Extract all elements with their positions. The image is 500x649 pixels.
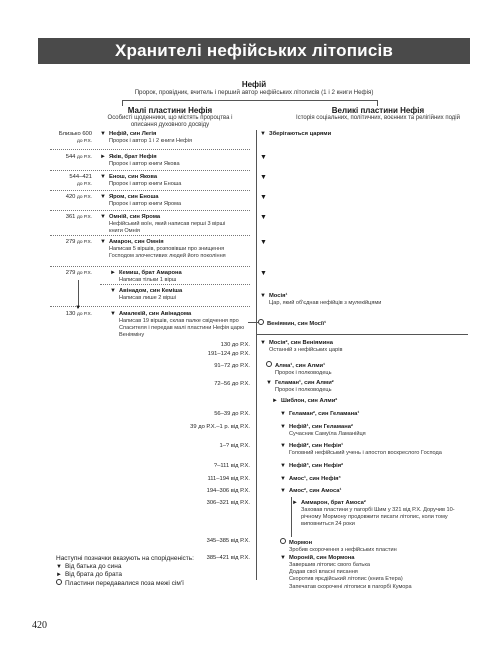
keeper-alma-1: Алма¹, син Алми¹ Пророк і полководець xyxy=(266,361,456,377)
father-son-marker: ▼ xyxy=(100,131,106,137)
row-separator xyxy=(100,284,250,285)
date-label: ?–111 від Р.Х. xyxy=(213,463,250,469)
keeper-shiblon: ► Шиблон, син Алми² xyxy=(272,398,338,404)
continuation-marker: ▼ xyxy=(260,174,267,181)
father-son-marker: ▼ xyxy=(110,288,116,294)
date-label: 279 до Р.Х. xyxy=(65,239,92,245)
row-separator xyxy=(50,210,250,211)
date-label: 130 до Р.Х. xyxy=(220,342,250,348)
transfer-connector xyxy=(248,322,258,323)
nephi-header xyxy=(38,80,470,96)
date-label: 544 до Р.Х. xyxy=(65,154,92,160)
small-plates-desc: Особисті щоденники, що містять пророцтва і описання духовного досвіду xyxy=(107,115,233,129)
keeper-enos: ▼ Енош, син Якова Пророк і автор книги Еноша xyxy=(100,174,182,187)
legend-item: Пластини передавалися поза межі сім'ї xyxy=(56,579,206,588)
father-son-marker: ▼ xyxy=(280,443,286,449)
legend xyxy=(56,555,206,588)
father-son-marker: ▼ xyxy=(280,463,286,469)
large-plates-desc: Історія соціальних, політичних, воєнних та релігійних подій xyxy=(296,115,460,121)
row-separator xyxy=(50,170,250,171)
date-label: 361 до Р.Х. xyxy=(65,214,92,220)
father-son-marker: ▼ xyxy=(110,311,116,317)
keeper-amos-1: ▼ Амос¹, син Нефія³ xyxy=(280,476,341,482)
date-label: 130 до Р.Х. xyxy=(65,311,92,317)
father-son-marker: ▼ xyxy=(56,564,62,570)
keeper-helaman-2: ▼ Геламан², син Геламана¹ xyxy=(280,411,360,417)
row-separator xyxy=(50,190,250,191)
keeper-chemish: ► Кемиш, брат Амарона Написав тільки 1 вірш xyxy=(110,270,182,283)
father-son-marker: ▼ xyxy=(280,476,286,482)
date-label: 1–? від Р.Х. xyxy=(219,443,250,449)
father-son-marker: ▼ xyxy=(100,194,106,200)
date-label: 385–421 від Р.Х. xyxy=(206,555,250,561)
keeper-mormon: Мормон Зробив скорочення з нефійських пластин xyxy=(280,538,460,554)
date-label: 279 до Р.Х. xyxy=(65,270,92,276)
brother-marker: ► xyxy=(100,154,106,160)
father-son-marker: ▼ xyxy=(280,555,286,561)
father-son-marker: ▼ xyxy=(280,488,286,494)
date-label: 56–39 до Р.Х. xyxy=(214,411,250,417)
keeper-mosiah-2: ▼ Мосія², син Веніямина Останній з нефійських царів xyxy=(260,340,343,353)
father-son-marker: ▼ xyxy=(100,174,106,180)
date-label: 39 до Р.Х.–1 р. від Р.Х. xyxy=(190,424,250,430)
page-title: Хранителі нефійських літописів xyxy=(38,38,470,64)
keeper-nephi-3: ▼ Нефій³, син Нефія² xyxy=(280,463,344,469)
continuation-marker: ▼ xyxy=(260,214,267,221)
outside-family-marker xyxy=(280,538,286,544)
keeper-nephi-1: ▼ Нефій¹, син Геламана² Сучасник Самуїла Ламанійця xyxy=(280,424,366,437)
keeper-amaron: ▼ Амарон, син Омнія Написав 5 віршів, розповівши про знищення Господом злочестивих людей його покоління xyxy=(100,239,226,260)
nephi-desc: Пророк, провідник, вчитель і перший автор нефійських літописів (1 і 2 книги Нефія) xyxy=(134,89,374,96)
date-label: Близько 600 до Р.Х. xyxy=(58,131,92,144)
small-plates-header xyxy=(95,106,245,130)
keeper-moroni: ▼ Мороній, син Мормона Завершив літопис свого батька Додав свої власні писання Скоротив ярєдійський літопис (книга Етера) Запечатав скорочені літописи в пагорбі Кумора xyxy=(280,555,412,590)
small-plates-title: Малі пластини Нефія xyxy=(127,106,213,115)
father-son-marker: ▼ xyxy=(266,380,272,386)
center-divider xyxy=(256,130,257,580)
page-number: 420 xyxy=(32,620,47,631)
header-divider xyxy=(122,100,377,101)
keeper-amos-2: ▼ Амос², син Амоса¹ xyxy=(280,488,342,494)
keeper-jarom: ▼ Яром, син Еноша Пророк і автор книги Ярома xyxy=(100,194,182,207)
timeline-arrow xyxy=(78,280,79,308)
legend-intro: Наступні позначки вказують на спорідненість: xyxy=(56,555,194,562)
brother-marker: ► xyxy=(292,500,298,506)
large-plates-title: Великі пластини Нефія xyxy=(331,106,425,115)
continuation-marker: ▼ xyxy=(260,239,267,246)
keeper-omni: ▼ Омній, син Ярома Нефійський воїн, який написав перші 3 вірші книги Омнія xyxy=(100,214,226,235)
date-label: 72–56 до Р.Х. xyxy=(214,381,250,387)
date-label: 544–421 до Р.Х. xyxy=(69,174,92,187)
date-label: 420 до Р.Х. xyxy=(65,194,92,200)
brother-marker: ► xyxy=(272,398,278,404)
father-son-marker: ▼ xyxy=(260,293,266,299)
date-label: 191–124 до Р.Х. xyxy=(207,351,250,357)
keeper-amaleki: ▼ Амалекій, син Авінадома Написав 19 віршів, склав палке свідчення про Спасителя і передав малі пластини Нефія царю Веніяміну xyxy=(110,311,245,339)
outside-family-marker xyxy=(56,579,62,585)
kings-keep: ▼ Зберігаються царями xyxy=(260,131,332,137)
keeper-mosiah-1: ▼ Мосія¹ Цар, який об'єднав нефійців з мулекійцями xyxy=(260,293,382,306)
row-separator xyxy=(50,266,250,267)
continuation-marker: ▼ xyxy=(260,194,267,201)
legend-item: ▼ Від батька до сина xyxy=(56,563,122,570)
father-son-marker: ▼ xyxy=(100,214,106,220)
continuation-marker: ▼ xyxy=(260,154,267,161)
arrow-head-icon: ▼ xyxy=(75,305,81,311)
brother-marker: ► xyxy=(110,270,116,276)
row-separator xyxy=(50,235,250,236)
keeper-ammaron: ► Аммарон, брат Амоса² Заховав пластини у пагорбі Шим у 321 від Р.Х. Доручив 10-річному Мормону продовжити писати літопис, коли тому виповниться 24 роки xyxy=(292,500,455,528)
date-label: 91–72 до Р.Х. xyxy=(214,363,250,369)
brother-marker: ► xyxy=(56,572,62,578)
father-son-marker: ▼ xyxy=(280,424,286,430)
keeper-benjamin: Веніямин, син Мосії¹ xyxy=(258,319,458,328)
father-son-marker: ▼ xyxy=(260,131,266,137)
date-label: 194–306 від Р.Х. xyxy=(206,488,250,494)
date-label: 345–385 від Р.Х. xyxy=(206,538,250,544)
father-son-marker: ▼ xyxy=(260,340,266,346)
father-son-marker: ▼ xyxy=(280,411,286,417)
row-separator xyxy=(50,149,250,150)
keeper-helaman-1: ▼ Геламан¹, син Алми² Пророк і полководець xyxy=(266,380,334,393)
legend-item: ► Від брата до брата xyxy=(56,571,123,578)
date-label: 306–321 від Р.Х. xyxy=(206,500,250,506)
date-label: 111–194 від Р.Х. xyxy=(207,476,250,482)
keeper-jacob: ► Яків, брат Нефія Пророк і автор книги Якова xyxy=(100,154,180,167)
keeper-abinadom: ▼ Авінадом, син Кеміша Написав лише 2 вірші xyxy=(110,288,183,301)
section-divider xyxy=(256,334,468,335)
outside-family-marker xyxy=(266,361,272,367)
keeper-nephi: ▼ Нефій, син Легія Пророк і автор 1 і 2 книги Нефія xyxy=(100,131,193,144)
outside-family-marker xyxy=(258,319,264,325)
father-son-marker: ▼ xyxy=(100,239,106,245)
continuation-marker: ▼ xyxy=(260,270,267,277)
nephi-name: Нефій xyxy=(241,80,267,89)
keeper-nephi-2: ▼ Нефій², син Нефія¹ Головний нефійський учень і апостол воскреслого Господа xyxy=(280,443,442,456)
large-plates-header xyxy=(290,106,466,122)
